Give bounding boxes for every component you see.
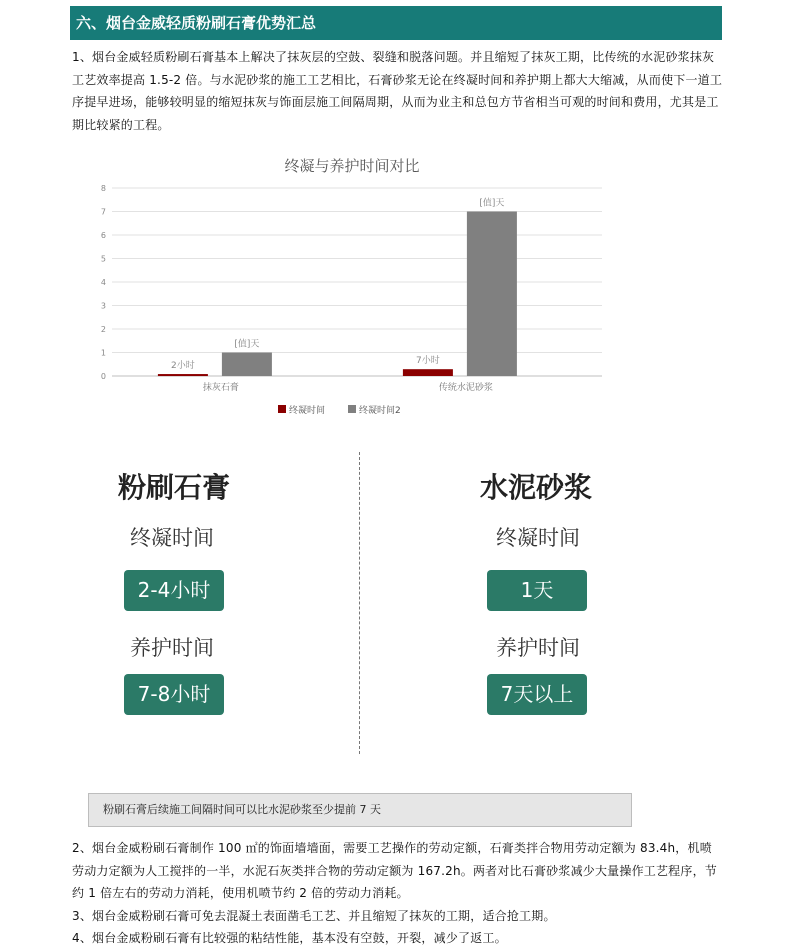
data-label: [值]天 xyxy=(479,198,505,209)
y-tick-label: 1 xyxy=(100,348,106,358)
legend-swatch xyxy=(278,405,286,413)
section-title: 六、烟台金威轻质粉刷石膏优势汇总 xyxy=(70,6,722,40)
chart-title: 终凝与养护时间对比 xyxy=(284,157,420,175)
x-tick-label: 抹灰石膏 xyxy=(202,383,239,393)
cement-setting-value: 1天 xyxy=(487,570,587,611)
cement-setting-label: 终凝时间 xyxy=(496,526,580,550)
note-box: 粉刷石膏后续施工间隔时间可以比水泥砂浆至少提前 7 天 xyxy=(88,793,632,827)
bar-2 xyxy=(467,212,517,377)
bar-chart xyxy=(82,150,622,430)
data-label: 7小时 xyxy=(416,356,440,367)
gypsum-setting-value: 2-4小时 xyxy=(124,570,224,611)
legend-label: 终凝时间2 xyxy=(359,406,401,416)
legend-label: 终凝时间 xyxy=(289,406,326,416)
paragraph-1: 1、烟台金威轻质粉刷石膏基本上解决了抹灰层的空鼓、裂缝和脱落问题。并且缩短了抹灰工期，比传统的水泥砂浆抹灰工艺效率提高 1.5-2 倍。与水泥砂浆的施工工艺相比，石膏砂浆无论在终凝时间和养护期上都大大缩减，从而使下一道工序提早进场，能够较明显的缩短抹灰与饰面层施工间隔周期，从而为业主和总包方节省相当可观的时间和费用，尤其是工期比较紧的工程。 xyxy=(72,50,723,132)
y-tick-label: 7 xyxy=(100,207,106,217)
paragraph-4: 4、烟台金威粉刷石膏有比较强的粘结性能，基本没有空鼓，开裂，减少了返工。 xyxy=(72,931,507,945)
chart-svg xyxy=(82,150,622,430)
comparison-panel xyxy=(70,452,722,757)
y-tick-label: 6 xyxy=(100,231,106,240)
cement-title: 水泥砂浆 xyxy=(480,471,593,504)
dashed-divider xyxy=(359,452,360,754)
gypsum-setting-label: 终凝时间 xyxy=(130,526,214,550)
data-label: [值]天 xyxy=(234,339,260,350)
gypsum-curing-value: 7-8小时 xyxy=(124,674,224,715)
bar-1 xyxy=(403,369,453,376)
cement-curing-label: 养护时间 xyxy=(496,636,580,660)
paragraph-group-2 xyxy=(72,837,724,950)
y-tick-label: 3 xyxy=(100,301,106,311)
cement-curing-value: 7天以上 xyxy=(487,674,587,715)
data-label: 2小时 xyxy=(171,361,195,372)
y-tick-label: 2 xyxy=(100,325,106,334)
paragraph-3: 3、烟台金威粉刷石膏可免去混凝土表面凿毛工艺、并且缩短了抹灰的工期，适合抢工期。 xyxy=(72,908,556,923)
paragraph-2: 2、烟台金威粉刷石膏制作 100 ㎡的饰面墙墙面，需要工艺操作的劳动定额，石膏类拌合物用劳动定额为 83.4h，机喷劳动力定额为人工搅拌的一半，水泥石灰类拌合物的劳动定额为 167.2h。两者对比石膏砂浆减少大量操作工艺程序，节约 1 倍左右的劳动力消耗，使用机喷节约 2 倍的劳动力消耗。 xyxy=(72,841,717,900)
gypsum-title: 粉刷石膏 xyxy=(118,471,231,504)
x-tick-label: 传统水泥砂浆 xyxy=(438,383,493,393)
y-tick-label: 4 xyxy=(100,278,106,287)
gypsum-curing-label: 养护时间 xyxy=(130,636,214,660)
y-tick-label: 0 xyxy=(100,372,106,381)
y-tick-label: 8 xyxy=(100,184,106,193)
legend-swatch xyxy=(348,405,356,413)
bar-2 xyxy=(222,353,272,377)
y-tick-label: 5 xyxy=(100,254,106,264)
bar-1 xyxy=(158,374,208,376)
